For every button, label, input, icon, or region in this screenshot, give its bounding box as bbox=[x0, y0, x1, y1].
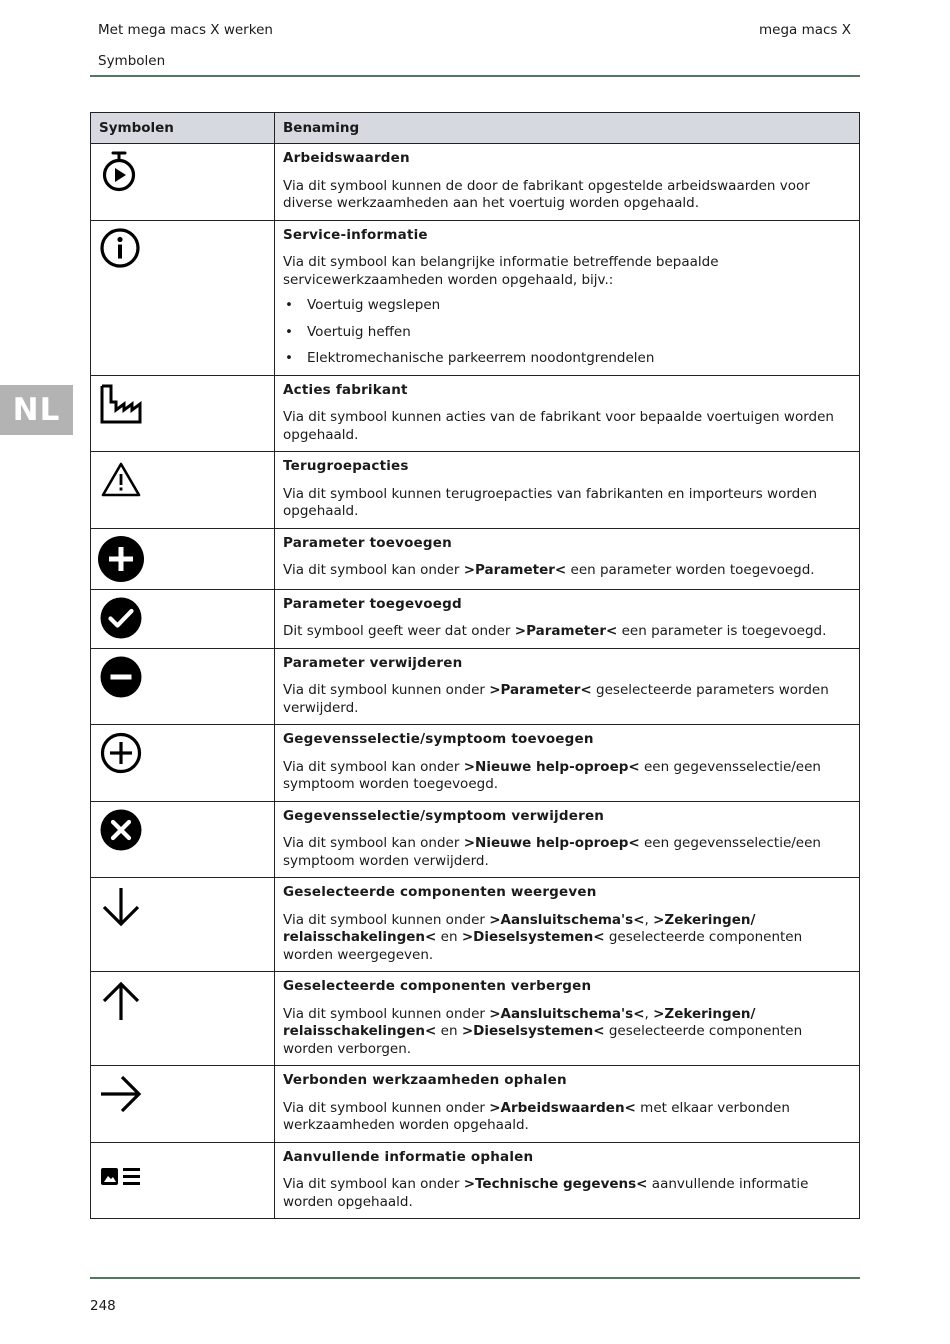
symbol-description: Via dit symbool kunnen onder >Parameter< geselecteerde parameters worden verwijderd. bbox=[283, 682, 829, 716]
table-row bbox=[91, 375, 860, 452]
description-cell bbox=[275, 878, 860, 972]
symbol-title: Arbeidswaarden bbox=[283, 150, 410, 166]
symbol-cell bbox=[91, 1066, 275, 1143]
symbol-description: Via dit symbool kan onder >Parameter< een parameter worden toegevoegd. bbox=[283, 562, 815, 578]
symbol-cell bbox=[91, 589, 275, 648]
symbol-title: Parameter verwijderen bbox=[283, 654, 463, 671]
table-row bbox=[91, 878, 860, 972]
symbol-description: Via dit symbool kan belangrijke informatie betreffende bepaalde servicewerkzaamheden worden opgehaald, bijv.: bbox=[283, 254, 719, 288]
column-header-symbols: Symbolen bbox=[91, 113, 275, 144]
description-cell bbox=[275, 589, 860, 648]
plus-circle-filled-icon bbox=[97, 535, 145, 583]
image-list-icon bbox=[99, 1159, 143, 1195]
symbol-title: Acties fabrikant bbox=[283, 381, 408, 398]
description-cell bbox=[275, 648, 860, 725]
symbol-description: Via dit symbool kunnen de door de fabrikant opgestelde arbeidswaarden voor diverse werkzaamheden aan het voertuig worden opgehaald. bbox=[283, 177, 810, 211]
table-row bbox=[91, 144, 860, 221]
description-cell bbox=[275, 375, 860, 452]
table-row bbox=[91, 452, 860, 529]
bullet-list bbox=[283, 297, 851, 368]
description-cell bbox=[275, 972, 860, 1066]
symbol-description: Via dit symbool kan onder >Technische gegevens< aanvullende informatie worden opgehaald. bbox=[283, 1176, 809, 1210]
description-cell bbox=[275, 1066, 860, 1143]
description-cell bbox=[275, 144, 860, 221]
arrow-up-icon bbox=[99, 978, 143, 1022]
symbol-description: Via dit symbool kunnen terugroepacties van fabrikanten en importeurs worden opgehaald. bbox=[283, 485, 818, 519]
header-divider bbox=[90, 75, 860, 77]
symbol-cell bbox=[91, 220, 275, 375]
list-item: • Elektromechanische parkeerrem noodontgrendelen bbox=[283, 350, 851, 368]
symbol-title: Geselecteerde componenten verbergen bbox=[283, 978, 592, 994]
table-row bbox=[91, 589, 860, 648]
arrow-right-icon bbox=[99, 1072, 143, 1116]
symbol-title: Service-informatie bbox=[283, 226, 428, 243]
footer-divider bbox=[90, 1277, 860, 1279]
table-row bbox=[91, 1066, 860, 1143]
header-chapter-title: Met mega macs X werken bbox=[98, 22, 273, 38]
stopwatch-icon bbox=[99, 150, 139, 194]
header-section-title: Symbolen bbox=[98, 53, 166, 69]
symbol-title: Parameter toegevoegd bbox=[283, 595, 462, 612]
symbol-cell bbox=[91, 1142, 275, 1219]
arrow-down-icon bbox=[99, 884, 143, 928]
symbol-description: Via dit symbool kunnen onder >Arbeidswaarden< met elkaar verbonden werkzaamheden worden opgehaald. bbox=[283, 1099, 790, 1133]
description-cell bbox=[275, 452, 860, 529]
table-row bbox=[91, 1142, 860, 1219]
symbol-title: Gegevensselectie/symptoom verwijderen bbox=[283, 807, 605, 824]
list-item: • Voertuig heffen bbox=[283, 324, 851, 342]
symbol-description: Via dit symbool kunnen onder >Aansluitschema's<, >Zekeringen/ relaisschakelingen< en >Dieselsystemen< geselecteerde componenten worden weergegeven. bbox=[283, 911, 803, 963]
table-row bbox=[91, 528, 860, 589]
description-cell bbox=[275, 725, 860, 802]
symbol-title: Gegevensselectie/symptoom toevoegen bbox=[283, 731, 594, 747]
list-item: • Voertuig wegslepen bbox=[283, 297, 851, 315]
symbol-title: Verbonden werkzaamheden ophalen bbox=[283, 1072, 567, 1088]
factory-icon bbox=[99, 382, 143, 426]
table-header-row bbox=[91, 113, 860, 144]
table-row bbox=[91, 725, 860, 802]
symbol-title: Aanvullende informatie ophalen bbox=[283, 1148, 534, 1165]
description-cell bbox=[275, 801, 860, 878]
page-number: 248 bbox=[90, 1298, 116, 1314]
symbol-cell bbox=[91, 528, 275, 589]
warning-triangle-icon bbox=[99, 458, 143, 498]
symbol-description: Via dit symbool kunnen onder >Aansluitschema's<, >Zekeringen/ relaisschakelingen< en >Dieselsystemen< geselecteerde componenten worden verborgen. bbox=[283, 1005, 803, 1057]
minus-circle-filled-icon bbox=[99, 655, 143, 699]
language-tab: NL bbox=[0, 385, 73, 435]
symbol-description: Via dit symbool kan onder >Nieuwe help-oproep< een gegevensselectie/een symptoom worden verwijderd. bbox=[283, 835, 821, 869]
symbols-table bbox=[90, 112, 860, 1219]
symbol-cell bbox=[91, 972, 275, 1066]
table-row bbox=[91, 801, 860, 878]
symbol-cell bbox=[91, 725, 275, 802]
symbol-cell bbox=[91, 452, 275, 529]
description-cell bbox=[275, 528, 860, 589]
symbol-cell bbox=[91, 878, 275, 972]
symbol-description: Dit symbool geeft weer dat onder >Parameter< een parameter is toegevoegd. bbox=[283, 623, 827, 639]
symbol-cell bbox=[91, 144, 275, 221]
check-circle-filled-icon bbox=[99, 596, 143, 640]
symbol-description: Via dit symbool kunnen acties van de fabrikant voor bepaalde voertuigen worden opgehaald. bbox=[283, 409, 834, 443]
table-row bbox=[91, 972, 860, 1066]
symbol-title: Terugroepacties bbox=[283, 458, 409, 474]
table-row bbox=[91, 220, 860, 375]
symbol-title: Parameter toevoegen bbox=[283, 534, 452, 551]
symbol-title: Geselecteerde componenten weergeven bbox=[283, 884, 597, 900]
table-row bbox=[91, 648, 860, 725]
plus-circle-outline-icon bbox=[99, 731, 143, 775]
header-product-name: mega macs X bbox=[758, 22, 851, 38]
symbol-cell bbox=[91, 648, 275, 725]
info-icon bbox=[99, 227, 141, 269]
symbol-cell bbox=[91, 801, 275, 878]
description-cell bbox=[275, 220, 860, 375]
symbol-cell bbox=[91, 375, 275, 452]
column-header-name: Benaming bbox=[275, 113, 860, 144]
symbol-description: Via dit symbool kan onder >Nieuwe help-oproep< een gegevensselectie/een symptoom worden toegevoegd. bbox=[283, 758, 821, 792]
description-cell bbox=[275, 1142, 860, 1219]
close-circle-filled-icon bbox=[99, 808, 143, 852]
